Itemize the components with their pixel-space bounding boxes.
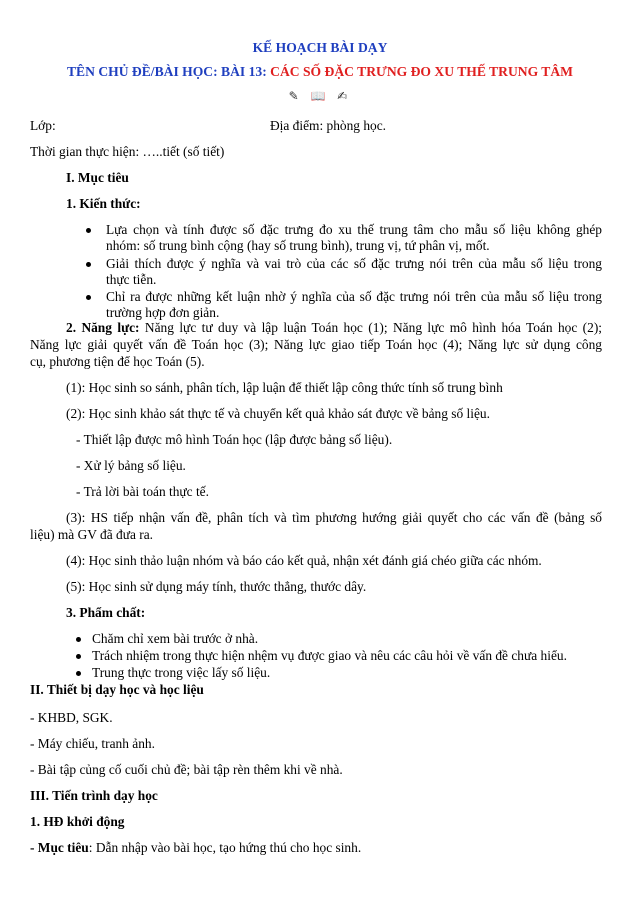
subject-name: CÁC SỐ ĐẶC TRƯNG ĐO XU THẾ TRUNG TÂM <box>270 64 574 79</box>
quality-item-2: Trách nhiệm trong thực hiện nhệm vụ được giao và nêu các câu hỏi về vấn đề chưa hiểu. <box>92 648 567 663</box>
competence-4-desc: (4): Học sinh thảo luận nhóm và báo cáo kết quả, nhận xét đánh giá chéo giữa các nhóm. <box>66 553 542 568</box>
section-process-heading: III. Tiến trình dạy học <box>30 788 158 803</box>
goal-text: : Dẫn nhập vào bài học, tạo hứng thú cho học sinh. <box>88 840 362 855</box>
qualities-heading: 3. Phẩm chất: <box>66 605 146 620</box>
knowledge-item-1-line-2: nhóm: số trung bình cộng (hay số trung bình), trung vị, tứ phân vị, mốt. <box>106 238 490 253</box>
bullet-dot <box>86 228 91 233</box>
activity-heading: 1. HĐ khởi động <box>30 814 125 829</box>
competence-3-line-1: (3): HS tiếp nhận vấn đề, phân tích và tìm phương hướng giải quyết cho các vấn đề (bảng số <box>66 510 602 525</box>
quality-item-1: Chăm chỉ xem bài trước ở nhà. <box>92 631 259 646</box>
competence-heading: 2. Năng lực: <box>66 320 140 335</box>
competence-2-desc: (2): Học sinh khảo sát thực tế và chuyển kết quả khảo sát được về bảng số liệu. <box>66 406 490 421</box>
bullet-dot <box>76 637 81 642</box>
class-label: Lớp: <box>30 118 56 133</box>
bullet-dot <box>86 262 91 267</box>
competence-text: Năng lực tư duy và lập luận Toán học (1); Năng lực mô hình hóa Toán học (2); <box>139 320 603 335</box>
ornament-icons: ✎ 📖 ✍ <box>288 89 352 103</box>
section-equipment-heading: II. Thiết bị dạy học và học liệu <box>30 682 204 697</box>
equipment-item-2: - Máy chiếu, tranh ảnh. <box>30 736 155 751</box>
time-text: Thời gian thực hiện: …..tiết (số tiết) <box>30 144 225 159</box>
knowledge-item-1-line-1: Lựa chọn và tính được số đặc trưng đo xu thế trung tâm cho mẫu số liệu không ghép <box>106 222 602 237</box>
bullet-dot <box>86 295 91 300</box>
knowledge-item-3-line-2: trường hợp đơn giản. <box>106 305 220 320</box>
competence-3-line-2: liệu) mà GV đã đưa ra. <box>30 527 154 542</box>
competence-1-desc: (1): Học sinh so sánh, phân tích, lập luận để thiết lập công thức tính số trung bình <box>66 380 503 395</box>
location-text: Địa điểm: phòng học. <box>270 118 387 133</box>
competence-2-item-3: - Trả lời bài toán thực tế. <box>76 484 209 499</box>
knowledge-heading: 1. Kiến thức: <box>66 196 141 211</box>
knowledge-item-3-line-1: Chỉ ra được những kết luận nhờ ý nghĩa của số đặc trưng nói trên của mẫu số liệu trong <box>106 289 602 304</box>
competence-line-3: cụ, phương tiện để học Toán (5). <box>30 354 205 369</box>
goal-label: - Mục tiêu <box>30 840 89 855</box>
equipment-item-1: - KHBD, SGK. <box>30 710 113 725</box>
section-objectives-heading: I. Mục tiêu <box>66 170 129 185</box>
subject-prefix: TÊN CHỦ ĐỀ/BÀI HỌC: BÀI 13: <box>66 64 271 79</box>
competence-line-2: Năng lực giải quyết vấn đề Toán học (3); Năng lực giao tiếp Toán học (4); Năng lực sử dụng công <box>30 337 602 352</box>
bullet-dot <box>76 654 81 659</box>
competence-5-desc: (5): Học sinh sử dụng máy tính, thước thẳng, thước dây. <box>66 579 367 594</box>
competence-line-1 <box>66 320 602 336</box>
equipment-item-3: - Bài tập củng cố cuối chủ đề; bài tập rèn thêm khi về nhà. <box>30 762 343 777</box>
lesson-plan-title: KẾ HOẠCH BÀI DẠY <box>252 40 388 55</box>
competence-2-item-1: - Thiết lập được mô hình Toán học (lập được bảng số liệu). <box>76 432 393 447</box>
activity-goal <box>30 840 361 856</box>
knowledge-item-2-line-2: thực tiễn. <box>106 272 157 287</box>
knowledge-item-2-line-1: Giải thích được ý nghĩa và vai trò của các số đặc trưng nói trên của mẫu số liệu trong <box>106 256 602 271</box>
quality-item-3: Trung thực trong việc lấy số liệu. <box>92 665 271 680</box>
lesson-subject <box>0 64 640 80</box>
competence-2-item-2: - Xử lý bảng số liệu. <box>76 458 186 473</box>
bullet-dot <box>76 671 81 676</box>
